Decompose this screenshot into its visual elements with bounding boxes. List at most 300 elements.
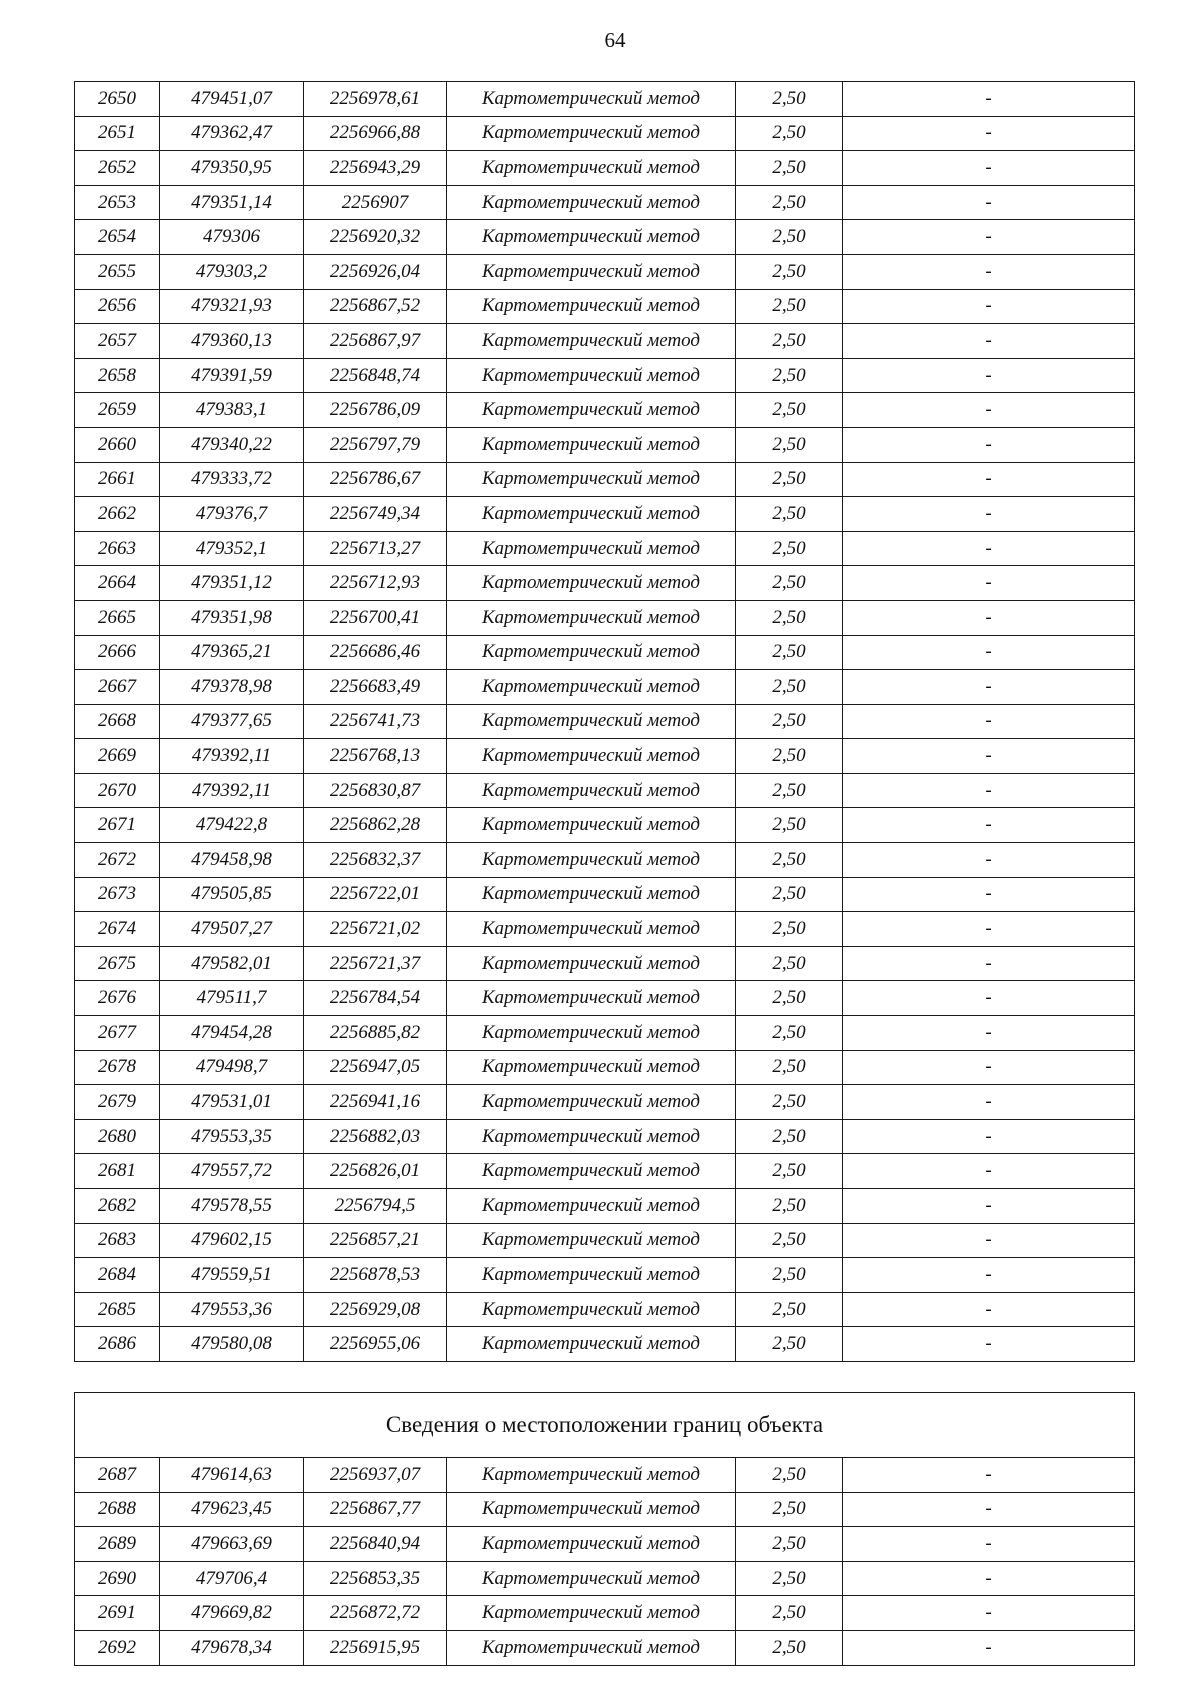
- description-cell: -: [843, 151, 1135, 186]
- description-cell: -: [843, 1630, 1135, 1665]
- description-cell: -: [843, 1458, 1135, 1493]
- x-coordinate-cell: 479392,11: [160, 739, 304, 774]
- x-coordinate-cell: 479383,1: [160, 393, 304, 428]
- table-row: [75, 1223, 1135, 1258]
- description-cell: -: [843, 1189, 1135, 1224]
- point-number-cell: 2659: [75, 393, 160, 428]
- x-coordinate-cell: 479351,14: [160, 185, 304, 220]
- accuracy-cell: 2,50: [736, 704, 843, 739]
- point-number-cell: 2669: [75, 739, 160, 774]
- accuracy-cell: 2,50: [736, 1085, 843, 1120]
- accuracy-cell: 2,50: [736, 1630, 843, 1665]
- point-number-cell: 2660: [75, 427, 160, 462]
- accuracy-cell: 2,50: [736, 739, 843, 774]
- x-coordinate-cell: 479422,8: [160, 808, 304, 843]
- method-cell: Картометрический метод: [447, 600, 736, 635]
- page-number: 64: [604, 28, 626, 52]
- point-number-cell: 2671: [75, 808, 160, 843]
- x-coordinate-cell: 479321,93: [160, 289, 304, 324]
- y-coordinate-cell: 2256794,5: [304, 1189, 447, 1224]
- accuracy-cell: 2,50: [736, 1016, 843, 1051]
- table-row: [75, 912, 1135, 947]
- table-row: [75, 289, 1135, 324]
- accuracy-cell: 2,50: [736, 600, 843, 635]
- table-row: [75, 981, 1135, 1016]
- accuracy-cell: 2,50: [736, 670, 843, 705]
- description-cell: -: [843, 1596, 1135, 1631]
- point-number-cell: 2675: [75, 946, 160, 981]
- x-coordinate-cell: 479623,45: [160, 1492, 304, 1527]
- method-cell: Картометрический метод: [447, 462, 736, 497]
- y-coordinate-cell: 2256721,02: [304, 912, 447, 947]
- description-cell: -: [843, 912, 1135, 947]
- y-coordinate-cell: 2256722,01: [304, 877, 447, 912]
- y-coordinate-cell: 2256943,29: [304, 151, 447, 186]
- x-coordinate-cell: 479351,12: [160, 566, 304, 601]
- y-coordinate-cell: 2256683,49: [304, 670, 447, 705]
- accuracy-cell: 2,50: [736, 773, 843, 808]
- method-cell: Картометрический метод: [447, 1085, 736, 1120]
- accuracy-cell: 2,50: [736, 531, 843, 566]
- point-number-cell: 2658: [75, 358, 160, 393]
- accuracy-cell: 2,50: [736, 1223, 843, 1258]
- description-cell: -: [843, 1258, 1135, 1293]
- x-coordinate-cell: 479350,95: [160, 151, 304, 186]
- table-row: [75, 531, 1135, 566]
- point-number-cell: 2667: [75, 670, 160, 705]
- table-row: [75, 324, 1135, 359]
- accuracy-cell: 2,50: [736, 1458, 843, 1493]
- accuracy-cell: 2,50: [736, 116, 843, 151]
- accuracy-cell: 2,50: [736, 427, 843, 462]
- accuracy-cell: 2,50: [736, 1258, 843, 1293]
- point-number-cell: 2683: [75, 1223, 160, 1258]
- method-cell: Картометрический метод: [447, 289, 736, 324]
- description-cell: -: [843, 289, 1135, 324]
- method-cell: Картометрический метод: [447, 427, 736, 462]
- method-cell: Картометрический метод: [447, 531, 736, 566]
- table-row: [75, 739, 1135, 774]
- description-cell: -: [843, 704, 1135, 739]
- method-cell: Картометрический метод: [447, 912, 736, 947]
- y-coordinate-cell: 2256872,72: [304, 1596, 447, 1631]
- point-number-cell: 2663: [75, 531, 160, 566]
- method-cell: Картометрический метод: [447, 635, 736, 670]
- coordinates-table: [74, 81, 1135, 1362]
- point-number-cell: 2653: [75, 185, 160, 220]
- point-number-cell: 2684: [75, 1258, 160, 1293]
- table-row: [75, 808, 1135, 843]
- description-cell: -: [843, 843, 1135, 878]
- point-number-cell: 2652: [75, 151, 160, 186]
- y-coordinate-cell: 2256885,82: [304, 1016, 447, 1051]
- accuracy-cell: 2,50: [736, 82, 843, 117]
- accuracy-cell: 2,50: [736, 877, 843, 912]
- accuracy-cell: 2,50: [736, 254, 843, 289]
- x-coordinate-cell: 479505,85: [160, 877, 304, 912]
- table-row: [75, 116, 1135, 151]
- method-cell: Картометрический метод: [447, 1630, 736, 1665]
- y-coordinate-cell: 2256786,09: [304, 393, 447, 428]
- accuracy-cell: 2,50: [736, 1189, 843, 1224]
- y-coordinate-cell: 2256920,32: [304, 220, 447, 255]
- y-coordinate-cell: 2256907: [304, 185, 447, 220]
- point-number-cell: 2692: [75, 1630, 160, 1665]
- accuracy-cell: 2,50: [736, 1292, 843, 1327]
- y-coordinate-cell: 2256878,53: [304, 1258, 447, 1293]
- section-title: Сведения о местоположении границ объекта: [75, 1393, 1135, 1458]
- method-cell: Картометрический метод: [447, 1154, 736, 1189]
- point-number-cell: 2691: [75, 1596, 160, 1631]
- y-coordinate-cell: 2256966,88: [304, 116, 447, 151]
- method-cell: Картометрический метод: [447, 843, 736, 878]
- table-row: [75, 1085, 1135, 1120]
- method-cell: Картометрический метод: [447, 1596, 736, 1631]
- y-coordinate-cell: 2256867,77: [304, 1492, 447, 1527]
- description-cell: -: [843, 773, 1135, 808]
- x-coordinate-cell: 479306: [160, 220, 304, 255]
- point-number-cell: 2686: [75, 1327, 160, 1362]
- table-row: [75, 1630, 1135, 1665]
- table-row: [75, 704, 1135, 739]
- x-coordinate-cell: 479531,01: [160, 1085, 304, 1120]
- description-cell: -: [843, 427, 1135, 462]
- description-cell: -: [843, 981, 1135, 1016]
- accuracy-cell: 2,50: [736, 1596, 843, 1631]
- description-cell: -: [843, 877, 1135, 912]
- y-coordinate-cell: 2256686,46: [304, 635, 447, 670]
- x-coordinate-cell: 479669,82: [160, 1596, 304, 1631]
- table-row: [75, 600, 1135, 635]
- table-row: [75, 254, 1135, 289]
- point-number-cell: 2674: [75, 912, 160, 947]
- description-cell: -: [843, 739, 1135, 774]
- y-coordinate-cell: 2256862,28: [304, 808, 447, 843]
- y-coordinate-cell: 2256926,04: [304, 254, 447, 289]
- accuracy-cell: 2,50: [736, 843, 843, 878]
- point-number-cell: 2662: [75, 497, 160, 532]
- description-cell: -: [843, 808, 1135, 843]
- point-number-cell: 2673: [75, 877, 160, 912]
- x-coordinate-cell: 479340,22: [160, 427, 304, 462]
- description-cell: -: [843, 393, 1135, 428]
- table-row: [75, 1189, 1135, 1224]
- table-row: [75, 1527, 1135, 1562]
- table-row: [75, 393, 1135, 428]
- x-coordinate-cell: 479511,7: [160, 981, 304, 1016]
- description-cell: -: [843, 497, 1135, 532]
- x-coordinate-cell: 479362,47: [160, 116, 304, 151]
- table-row: [75, 151, 1135, 186]
- method-cell: Картометрический метод: [447, 1527, 736, 1562]
- y-coordinate-cell: 2256700,41: [304, 600, 447, 635]
- table-row: [75, 220, 1135, 255]
- table-row: [75, 1154, 1135, 1189]
- table-row: [75, 1327, 1135, 1362]
- x-coordinate-cell: 479360,13: [160, 324, 304, 359]
- point-number-cell: 2690: [75, 1561, 160, 1596]
- method-cell: Картометрический метод: [447, 704, 736, 739]
- accuracy-cell: 2,50: [736, 1119, 843, 1154]
- method-cell: Картометрический метод: [447, 497, 736, 532]
- accuracy-cell: 2,50: [736, 462, 843, 497]
- x-coordinate-cell: 479458,98: [160, 843, 304, 878]
- description-cell: -: [843, 946, 1135, 981]
- y-coordinate-cell: 2256882,03: [304, 1119, 447, 1154]
- point-number-cell: 2665: [75, 600, 160, 635]
- y-coordinate-cell: 2256832,37: [304, 843, 447, 878]
- x-coordinate-cell: 479553,36: [160, 1292, 304, 1327]
- table-row: [75, 1258, 1135, 1293]
- accuracy-cell: 2,50: [736, 912, 843, 947]
- object-boundaries-table: [74, 1392, 1135, 1666]
- description-cell: -: [843, 1016, 1135, 1051]
- y-coordinate-cell: 2256857,21: [304, 1223, 447, 1258]
- accuracy-cell: 2,50: [736, 808, 843, 843]
- x-coordinate-cell: 479454,28: [160, 1016, 304, 1051]
- y-coordinate-cell: 2256867,52: [304, 289, 447, 324]
- description-cell: -: [843, 1327, 1135, 1362]
- description-cell: -: [843, 1050, 1135, 1085]
- description-cell: -: [843, 531, 1135, 566]
- point-number-cell: 2688: [75, 1492, 160, 1527]
- method-cell: Картометрический метод: [447, 1050, 736, 1085]
- point-number-cell: 2655: [75, 254, 160, 289]
- y-coordinate-cell: 2256768,13: [304, 739, 447, 774]
- description-cell: -: [843, 1085, 1135, 1120]
- table-row: [75, 1119, 1135, 1154]
- point-number-cell: 2676: [75, 981, 160, 1016]
- y-coordinate-cell: 2256853,35: [304, 1561, 447, 1596]
- point-number-cell: 2650: [75, 82, 160, 117]
- x-coordinate-cell: 479376,7: [160, 497, 304, 532]
- method-cell: Картометрический метод: [447, 1119, 736, 1154]
- x-coordinate-cell: 479303,2: [160, 254, 304, 289]
- table-row: [75, 670, 1135, 705]
- y-coordinate-cell: 2256941,16: [304, 1085, 447, 1120]
- method-cell: Картометрический метод: [447, 1223, 736, 1258]
- point-number-cell: 2664: [75, 566, 160, 601]
- description-cell: -: [843, 1527, 1135, 1562]
- point-number-cell: 2656: [75, 289, 160, 324]
- y-coordinate-cell: 2256826,01: [304, 1154, 447, 1189]
- method-cell: Картометрический метод: [447, 773, 736, 808]
- method-cell: Картометрический метод: [447, 1561, 736, 1596]
- point-number-cell: 2668: [75, 704, 160, 739]
- accuracy-cell: 2,50: [736, 289, 843, 324]
- description-cell: -: [843, 1292, 1135, 1327]
- y-coordinate-cell: 2256830,87: [304, 773, 447, 808]
- description-cell: -: [843, 1492, 1135, 1527]
- x-coordinate-cell: 479553,35: [160, 1119, 304, 1154]
- method-cell: Картометрический метод: [447, 1258, 736, 1293]
- point-number-cell: 2651: [75, 116, 160, 151]
- y-coordinate-cell: 2256741,73: [304, 704, 447, 739]
- y-coordinate-cell: 2256712,93: [304, 566, 447, 601]
- x-coordinate-cell: 479333,72: [160, 462, 304, 497]
- method-cell: Картометрический метод: [447, 739, 736, 774]
- method-cell: Картометрический метод: [447, 82, 736, 117]
- table-row: [75, 877, 1135, 912]
- method-cell: Картометрический метод: [447, 393, 736, 428]
- x-coordinate-cell: 479498,7: [160, 1050, 304, 1085]
- method-cell: Картометрический метод: [447, 151, 736, 186]
- description-cell: -: [843, 324, 1135, 359]
- method-cell: Картометрический метод: [447, 1458, 736, 1493]
- x-coordinate-cell: 479663,69: [160, 1527, 304, 1562]
- point-number-cell: 2654: [75, 220, 160, 255]
- y-coordinate-cell: 2256784,54: [304, 981, 447, 1016]
- method-cell: Картометрический метод: [447, 324, 736, 359]
- method-cell: Картометрический метод: [447, 1327, 736, 1362]
- x-coordinate-cell: 479582,01: [160, 946, 304, 981]
- x-coordinate-cell: 479351,98: [160, 600, 304, 635]
- point-number-cell: 2685: [75, 1292, 160, 1327]
- table-row: [75, 1561, 1135, 1596]
- accuracy-cell: 2,50: [736, 981, 843, 1016]
- table-row: [75, 1596, 1135, 1631]
- table-row: [75, 185, 1135, 220]
- x-coordinate-cell: 479706,4: [160, 1561, 304, 1596]
- description-cell: -: [843, 566, 1135, 601]
- description-cell: -: [843, 1561, 1135, 1596]
- table-row: [75, 635, 1135, 670]
- y-coordinate-cell: 2256937,07: [304, 1458, 447, 1493]
- y-coordinate-cell: 2256848,74: [304, 358, 447, 393]
- accuracy-cell: 2,50: [736, 497, 843, 532]
- y-coordinate-cell: 2256721,37: [304, 946, 447, 981]
- x-coordinate-cell: 479377,65: [160, 704, 304, 739]
- description-cell: -: [843, 1119, 1135, 1154]
- x-coordinate-cell: 479352,1: [160, 531, 304, 566]
- description-cell: -: [843, 462, 1135, 497]
- method-cell: Картометрический метод: [447, 220, 736, 255]
- accuracy-cell: 2,50: [736, 393, 843, 428]
- accuracy-cell: 2,50: [736, 635, 843, 670]
- description-cell: -: [843, 116, 1135, 151]
- x-coordinate-cell: 479602,15: [160, 1223, 304, 1258]
- method-cell: Картометрический метод: [447, 116, 736, 151]
- table-row: [75, 497, 1135, 532]
- point-number-cell: 2666: [75, 635, 160, 670]
- table-row: [75, 82, 1135, 117]
- x-coordinate-cell: 479559,51: [160, 1258, 304, 1293]
- accuracy-cell: 2,50: [736, 1327, 843, 1362]
- x-coordinate-cell: 479507,27: [160, 912, 304, 947]
- method-cell: Картометрический метод: [447, 1016, 736, 1051]
- point-number-cell: 2672: [75, 843, 160, 878]
- point-number-cell: 2679: [75, 1085, 160, 1120]
- accuracy-cell: 2,50: [736, 1561, 843, 1596]
- y-coordinate-cell: 2256797,79: [304, 427, 447, 462]
- x-coordinate-cell: 479451,07: [160, 82, 304, 117]
- method-cell: Картометрический метод: [447, 358, 736, 393]
- description-cell: -: [843, 600, 1135, 635]
- point-number-cell: 2670: [75, 773, 160, 808]
- accuracy-cell: 2,50: [736, 1492, 843, 1527]
- y-coordinate-cell: 2256749,34: [304, 497, 447, 532]
- method-cell: Картометрический метод: [447, 566, 736, 601]
- accuracy-cell: 2,50: [736, 1527, 843, 1562]
- y-coordinate-cell: 2256867,97: [304, 324, 447, 359]
- method-cell: Картометрический метод: [447, 1292, 736, 1327]
- table-row: [75, 358, 1135, 393]
- x-coordinate-cell: 479378,98: [160, 670, 304, 705]
- method-cell: Картометрический метод: [447, 877, 736, 912]
- table-row: [75, 566, 1135, 601]
- x-coordinate-cell: 479614,63: [160, 1458, 304, 1493]
- point-number-cell: 2657: [75, 324, 160, 359]
- x-coordinate-cell: 479365,21: [160, 635, 304, 670]
- method-cell: Картометрический метод: [447, 670, 736, 705]
- accuracy-cell: 2,50: [736, 220, 843, 255]
- y-coordinate-cell: 2256840,94: [304, 1527, 447, 1562]
- point-number-cell: 2677: [75, 1016, 160, 1051]
- table-row: [75, 1016, 1135, 1051]
- point-number-cell: 2682: [75, 1189, 160, 1224]
- method-cell: Картометрический метод: [447, 254, 736, 289]
- description-cell: -: [843, 635, 1135, 670]
- accuracy-cell: 2,50: [736, 566, 843, 601]
- x-coordinate-cell: 479391,59: [160, 358, 304, 393]
- x-coordinate-cell: 479580,08: [160, 1327, 304, 1362]
- description-cell: -: [843, 185, 1135, 220]
- point-number-cell: 2687: [75, 1458, 160, 1493]
- y-coordinate-cell: 2256978,61: [304, 82, 447, 117]
- y-coordinate-cell: 2256713,27: [304, 531, 447, 566]
- point-number-cell: 2680: [75, 1119, 160, 1154]
- accuracy-cell: 2,50: [736, 324, 843, 359]
- description-cell: -: [843, 1154, 1135, 1189]
- method-cell: Картометрический метод: [447, 1189, 736, 1224]
- x-coordinate-cell: 479678,34: [160, 1630, 304, 1665]
- point-number-cell: 2678: [75, 1050, 160, 1085]
- x-coordinate-cell: 479578,55: [160, 1189, 304, 1224]
- table-row: [75, 427, 1135, 462]
- point-number-cell: 2681: [75, 1154, 160, 1189]
- description-cell: -: [843, 670, 1135, 705]
- y-coordinate-cell: 2256947,05: [304, 1050, 447, 1085]
- method-cell: Картометрический метод: [447, 185, 736, 220]
- x-coordinate-cell: 479557,72: [160, 1154, 304, 1189]
- accuracy-cell: 2,50: [736, 185, 843, 220]
- method-cell: Картометрический метод: [447, 808, 736, 843]
- accuracy-cell: 2,50: [736, 358, 843, 393]
- accuracy-cell: 2,50: [736, 1050, 843, 1085]
- table-row: [75, 1050, 1135, 1085]
- description-cell: -: [843, 82, 1135, 117]
- description-cell: -: [843, 358, 1135, 393]
- y-coordinate-cell: 2256955,06: [304, 1327, 447, 1362]
- method-cell: Картометрический метод: [447, 981, 736, 1016]
- description-cell: -: [843, 1223, 1135, 1258]
- method-cell: Картометрический метод: [447, 946, 736, 981]
- accuracy-cell: 2,50: [736, 1154, 843, 1189]
- table-row: [75, 462, 1135, 497]
- accuracy-cell: 2,50: [736, 946, 843, 981]
- table-row: [75, 1458, 1135, 1493]
- accuracy-cell: 2,50: [736, 151, 843, 186]
- description-cell: -: [843, 220, 1135, 255]
- table-row: [75, 773, 1135, 808]
- point-number-cell: 2661: [75, 462, 160, 497]
- table-row: [75, 1292, 1135, 1327]
- table-row: [75, 1492, 1135, 1527]
- y-coordinate-cell: 2256929,08: [304, 1292, 447, 1327]
- table-row: [75, 843, 1135, 878]
- method-cell: Картометрический метод: [447, 1492, 736, 1527]
- section-header-row: [75, 1393, 1135, 1458]
